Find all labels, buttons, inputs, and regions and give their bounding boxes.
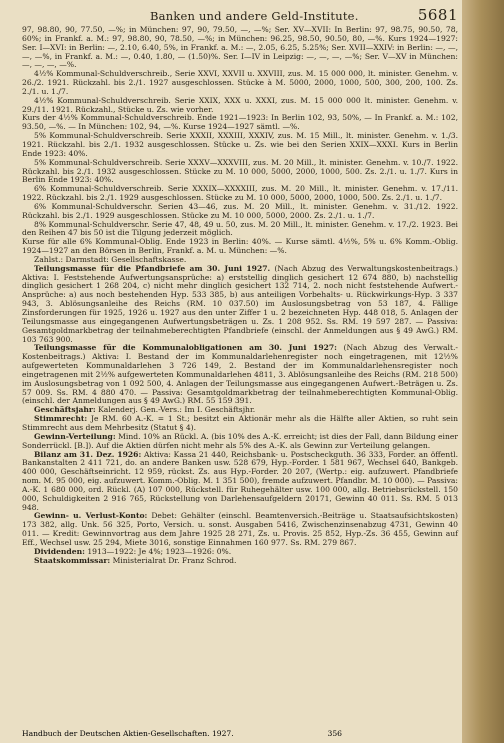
paragraph-text: Je RM. 60 A.-K. = 1 St.; besitzt ein Aktionär mehr als die Hälfte aller Aktien, so ruht sein Stimmrecht aus dem Mehrbesitz (Statut § 4).: [22, 414, 458, 432]
page-number: 5681: [417, 6, 458, 24]
paragraph-text: Ministerialrat Dr. Franz Schrod.: [110, 555, 237, 565]
paragraph: [22, 344, 458, 406]
paragraph-heading: Gewinn-Verteilung:: [34, 431, 116, 441]
footer-source: Handbuch der Deutschen Aktien-Gesellschaften. 1927.: [22, 729, 234, 738]
paragraph-text: 1913—1922: Je 4%; 1923—1926: 0%.: [84, 546, 232, 556]
page-footer: [22, 729, 458, 738]
paragraph-text: Kurs der 4½% Kommunal-Schuldverschreib. Ende 1921—1923: In Berlin 102, 93, 50%, — In Frankf. a. M.: 102, 93.50, —%. — In München: 102, 94, —%. Kurse 1924—1927 sämtl. —%.: [22, 113, 458, 132]
paragraph-text: Kurse für alle 6% Kommunal-Oblig. Ende 1923 in Berlin: 40%. — Kurse sämtl. 4½%, 5% u. 6% Komm.-Oblig. 1924—1927 an den Börsen in Berlin, Frankf. a. M. u. München: —%.: [22, 237, 458, 256]
paragraph: [22, 238, 458, 256]
paragraph: [22, 415, 458, 433]
paragraph: [22, 97, 458, 115]
paragraph: [22, 159, 458, 186]
paragraph-text: 4½% Kommunal-Schuldverschreib., Serie XXVI, XXVII u. XXVIII, zus. M. 15 000 000, lt. minister. Genehm. v. 26./2. 1921. Rückzahl. bis 2./1. 1927 ausgeschlossen. Stücke à M. 5000, 2000, 1000, 500, 300, 200, 100. Zs. 2./1. u. 1./7.: [22, 69, 458, 96]
footer-sheet-number: 356: [327, 729, 342, 738]
paragraph-heading: Gewinn- u. Verlust-Konto:: [34, 511, 148, 521]
paragraph-text: 97, 98.80, 90, 77.50, —%; in München: 97, 90, 79.50, —, —%; Ser. XV—XVII: In Berlin: 97, 98.75, 90.50, 78, 60%; in Frankf. a. M.: 97, 98.80, 90, 78.50, —%; in München: 96.25, 98.50, 90.50, 80, —%. Kurs 1924—1927: Ser. I—XVI: in Berlin: —, 2.10, 6.40, 5%, in Frankf. a. M.: —, 2.05, 6.25, 5.25%; Ser. XVII—XXIV: in Berlin: —, —, —, —%, in Frankf. a. M.: —, 0.40, 1.80, — (1.50)%. Ser. I—IV in Leipzig: —, —, —, —%; Ser. V—XV in München: —, —, —, —%.: [22, 25, 458, 70]
paragraph: [22, 203, 458, 221]
paragraph: [22, 512, 458, 547]
header-title: Banken und andere Geld-Institute.: [150, 9, 359, 23]
paragraph-heading: Dividenden:: [34, 546, 85, 556]
paragraph: [22, 114, 458, 132]
paragraph-text: 4½% Kommunal-Schuldverschreib. Serie XXIX, XXX u. XXXI, zus. M. 15 000 000 lt. minister. Genehm. v. 29./11. 1921. Rückzahl., Stücke u. Zs. wie vorher.: [22, 95, 458, 114]
paragraph-text: 6% Kommunal-Schuldverschreib. Serie XXXIX—XXXXIII, zus. M. 20 Mill., lt. minister. Genehm. v. 17./11. 1922. Rückzahl. bis 2./1. 1929 ausgeschlossen. Stücke zu M. 10 000, 5000, 2000, 1000, 500. Zs. 2./1. u. 1./7.: [22, 184, 458, 203]
paragraph: [22, 26, 458, 70]
paragraph: [22, 265, 458, 345]
body-text: [22, 26, 458, 565]
paragraph: [22, 221, 458, 239]
paragraph: [22, 70, 458, 97]
paragraph: [22, 132, 458, 159]
paragraph-heading: Teilungsmasse für die Pfandbriefe am 30. Juni 1927.: [34, 263, 271, 273]
paragraph-text: Debet: Gehälter (einschl. Beamtenversich.-Beiträge u. Staatsaufsichtskosten) 173 382, allg. Unk. 56 325, Porto, Versich. u. sonst. Ausgaben 5416, Zwischenzinsenabzug 4731, Gewinn 40 011. — Kredit: Gewinnvortrag aus dem Jahre 1925 28 271, Zs. u. Provis. 25 852, Hyp.-Zs. 36 455, Gewinn auf Eff., Wechsel usw. 25 294, Miete 3016, sonstige Einnahmen 160 977. Ss. RM. 279 867.: [22, 511, 458, 547]
paragraph-heading: Teilungsmasse für die Kommunalobligationen am 30. Juni 1927:: [34, 343, 337, 353]
paragraph: [22, 451, 458, 513]
paragraph: [22, 557, 458, 566]
paragraph-text: 5% Kommunal-Schuldverschreib. Serie XXXII, XXXIII, XXXIV, zus. M. 15 Mill., lt. minister. Genehm. v. 1./3. 1921. Rückzahl. bis 2./1. 1932 ausgeschlossen. Stücke u. Zs. wie bei den Serien XXIX—XXXI. Kurs in Berlin Ende 1923: 40%.: [22, 131, 458, 158]
paragraph-text: Kalenderj. Gen.-Vers.: Im I. Geschäftsjhr.: [95, 405, 256, 415]
paragraph-text: 5% Kommunal-Schuldverschreib. Serie XXXV—XXXVIII, zus. M. 20 Mill., lt. minister. Genehm. v. 10./7. 1922. Rückzahl. bis 2./1. 1932 ausgeschlossen. Stücke zu M. 10 000, 5000, 2000, 1000, 500. Zs. 2./1. u. 1./7. Kurs in Berlin Ende 1923: 40%.: [22, 157, 458, 185]
paragraph: [22, 185, 458, 203]
paragraph-heading: Staatskommissar:: [34, 555, 111, 565]
paragraph: [22, 433, 458, 451]
paragraph-heading: Geschäftsjahr:: [34, 405, 96, 415]
running-header: [22, 6, 458, 24]
paragraph-text: Aktiva: Kassa 21 440, Reichsbank- u. Postscheckguth. 36 333, Forder. an öffentl. Bankanstalten 2 411 721, do. an andere Banken usw. 528 679, Hyp.-Forder. 1 581 967, Wechsel 640, Bankgeb. 400 000, Geschäftseinricht. 12 959, rückst. Zs. aus Hyp.-Forder. 20 207, (Wertp.: eig. aufzuwert. Pfandbriefe nom. M. 95 000, eig. aufzuwert. Komm.-Oblig. M. 1 351 500), fremde aufzuwert. Pfandbr. M. 10 000). — Passiva: A.-K. 1 680 000, ord. Rückl. (A) 107 000, Rückstell. für Ruhegehälter usw. 100 000, allg. Betriebsrückstell. 150 000, Schuldigkeiten 2 916 765, Rückstellung von Darlehensaufgeldern 20171, Gewinn 40 011. Ss. RM. 5 013 948.: [22, 449, 458, 512]
page-edge-stack: [462, 0, 504, 743]
paragraph-text: (Nach Abzug des Verwalt.-Kostenbeitrags.) Aktiva: I. Bestand der im Kommunaldarlehenregister noch eingetragenen, mit 12½% aufgewerteten Kommunaldarlehen 3 726 149, 2. Bestand der im Kommunaldarlehensregister noch eingetragenen mit 2½% aufgewerteten Kommunaldarlehen 4811, 3. Ablösungsanleihe des Reichs (RM. 218 500) im Auslosungsbetrag von 1 092 500, 4. Anlagen der Teilungsmasse aus eingegangenen Aufwert.-Beträgen u. Zs. 57 009. Ss. RM. 4 880 470. — Passiva: Gesamtgoldmarkbetrag der teilnahmeberechtigten Kommunal-Oblig. (einschl. der Anmeldungen aus § 49 AwG.) RM. 55 159 391.: [22, 343, 458, 406]
paragraph-text: Zahlst.: Darmstadt: Gesellschaftskasse.: [34, 254, 187, 264]
paragraph-heading: Bilanz am 31. Dez. 1926:: [34, 449, 142, 459]
paragraph-text: Mind. 10% an Rückl. A. (bis 10% des A.-K. erreicht; ist dies der Fall, dann Bildung einer Sonderrückl. [B.]). Auf die Aktien dürfen nicht mehr als 5% des A.-K. als Gewinn zur Verteilung gelangen.: [22, 431, 458, 450]
paragraph-heading: Stimmrecht:: [34, 414, 88, 424]
paragraph-text: 6% Kommunal-Schuldverschr. Serien 43—46, zus. M. 20 Mill., lt. minister. Genehm. v. 31./12. 1922. Rückzahl. bis 2./1. 1929 ausgeschlossen. Stücke zu M. 10 000, 5000, 2000. Zs. 2./1. u. 1./7.: [22, 201, 458, 220]
paragraph-text: (Nach Abzug des Verwaltungskostenbeitrags.) Aktiva: I. Feststehende Aufwertungsansprüche: a) erststellig dinglich gesichert 12 674 880, b) nachstellig dinglich gesichert 1 268 204, c) nicht mehr dinglich gesichert 132 714, 2. noch nicht feststehende Aufwert.-Ansprüche: a) aus noch bestehenden Hyp. 533 385, b) aus anteiligen Vorbehalts- u. Rückwirkungs-Hyp. 3 337 943, 3. Ablösungsanleihe des Reichs (RM. 10 037.50) im Auslosungsbetrag von 53 187, 4. Fällige Zinsforderungen für 1925, 1926 u. 1927 aus den unter Ziffer 1 u. 2 bezeichneten Hyp. 448 018, 5. Anlagen der Teilungsmasse aus eingegangenen Aufwertungsbeträgen u. Zs. 1 208 952. Ss. RM. 19 597 287. — Passiva: Gesamtgoldmarkbetrag der teilnahmeberechtigten Pfandbriefe (einschl. der Anmeldungen aus § 49 AwG.) RM. 103 763 900.: [22, 263, 459, 344]
paragraph-text: 8% Kommunal-Schuldverschr. Serie 47, 48, 49 u. 50, zus. M. 20 Mill., lt. minister. Genehm. v. 17./2. 1923. Bei den Reihen 47 bis 50 ist die Tilgung jederzeit möglich.: [22, 219, 458, 238]
